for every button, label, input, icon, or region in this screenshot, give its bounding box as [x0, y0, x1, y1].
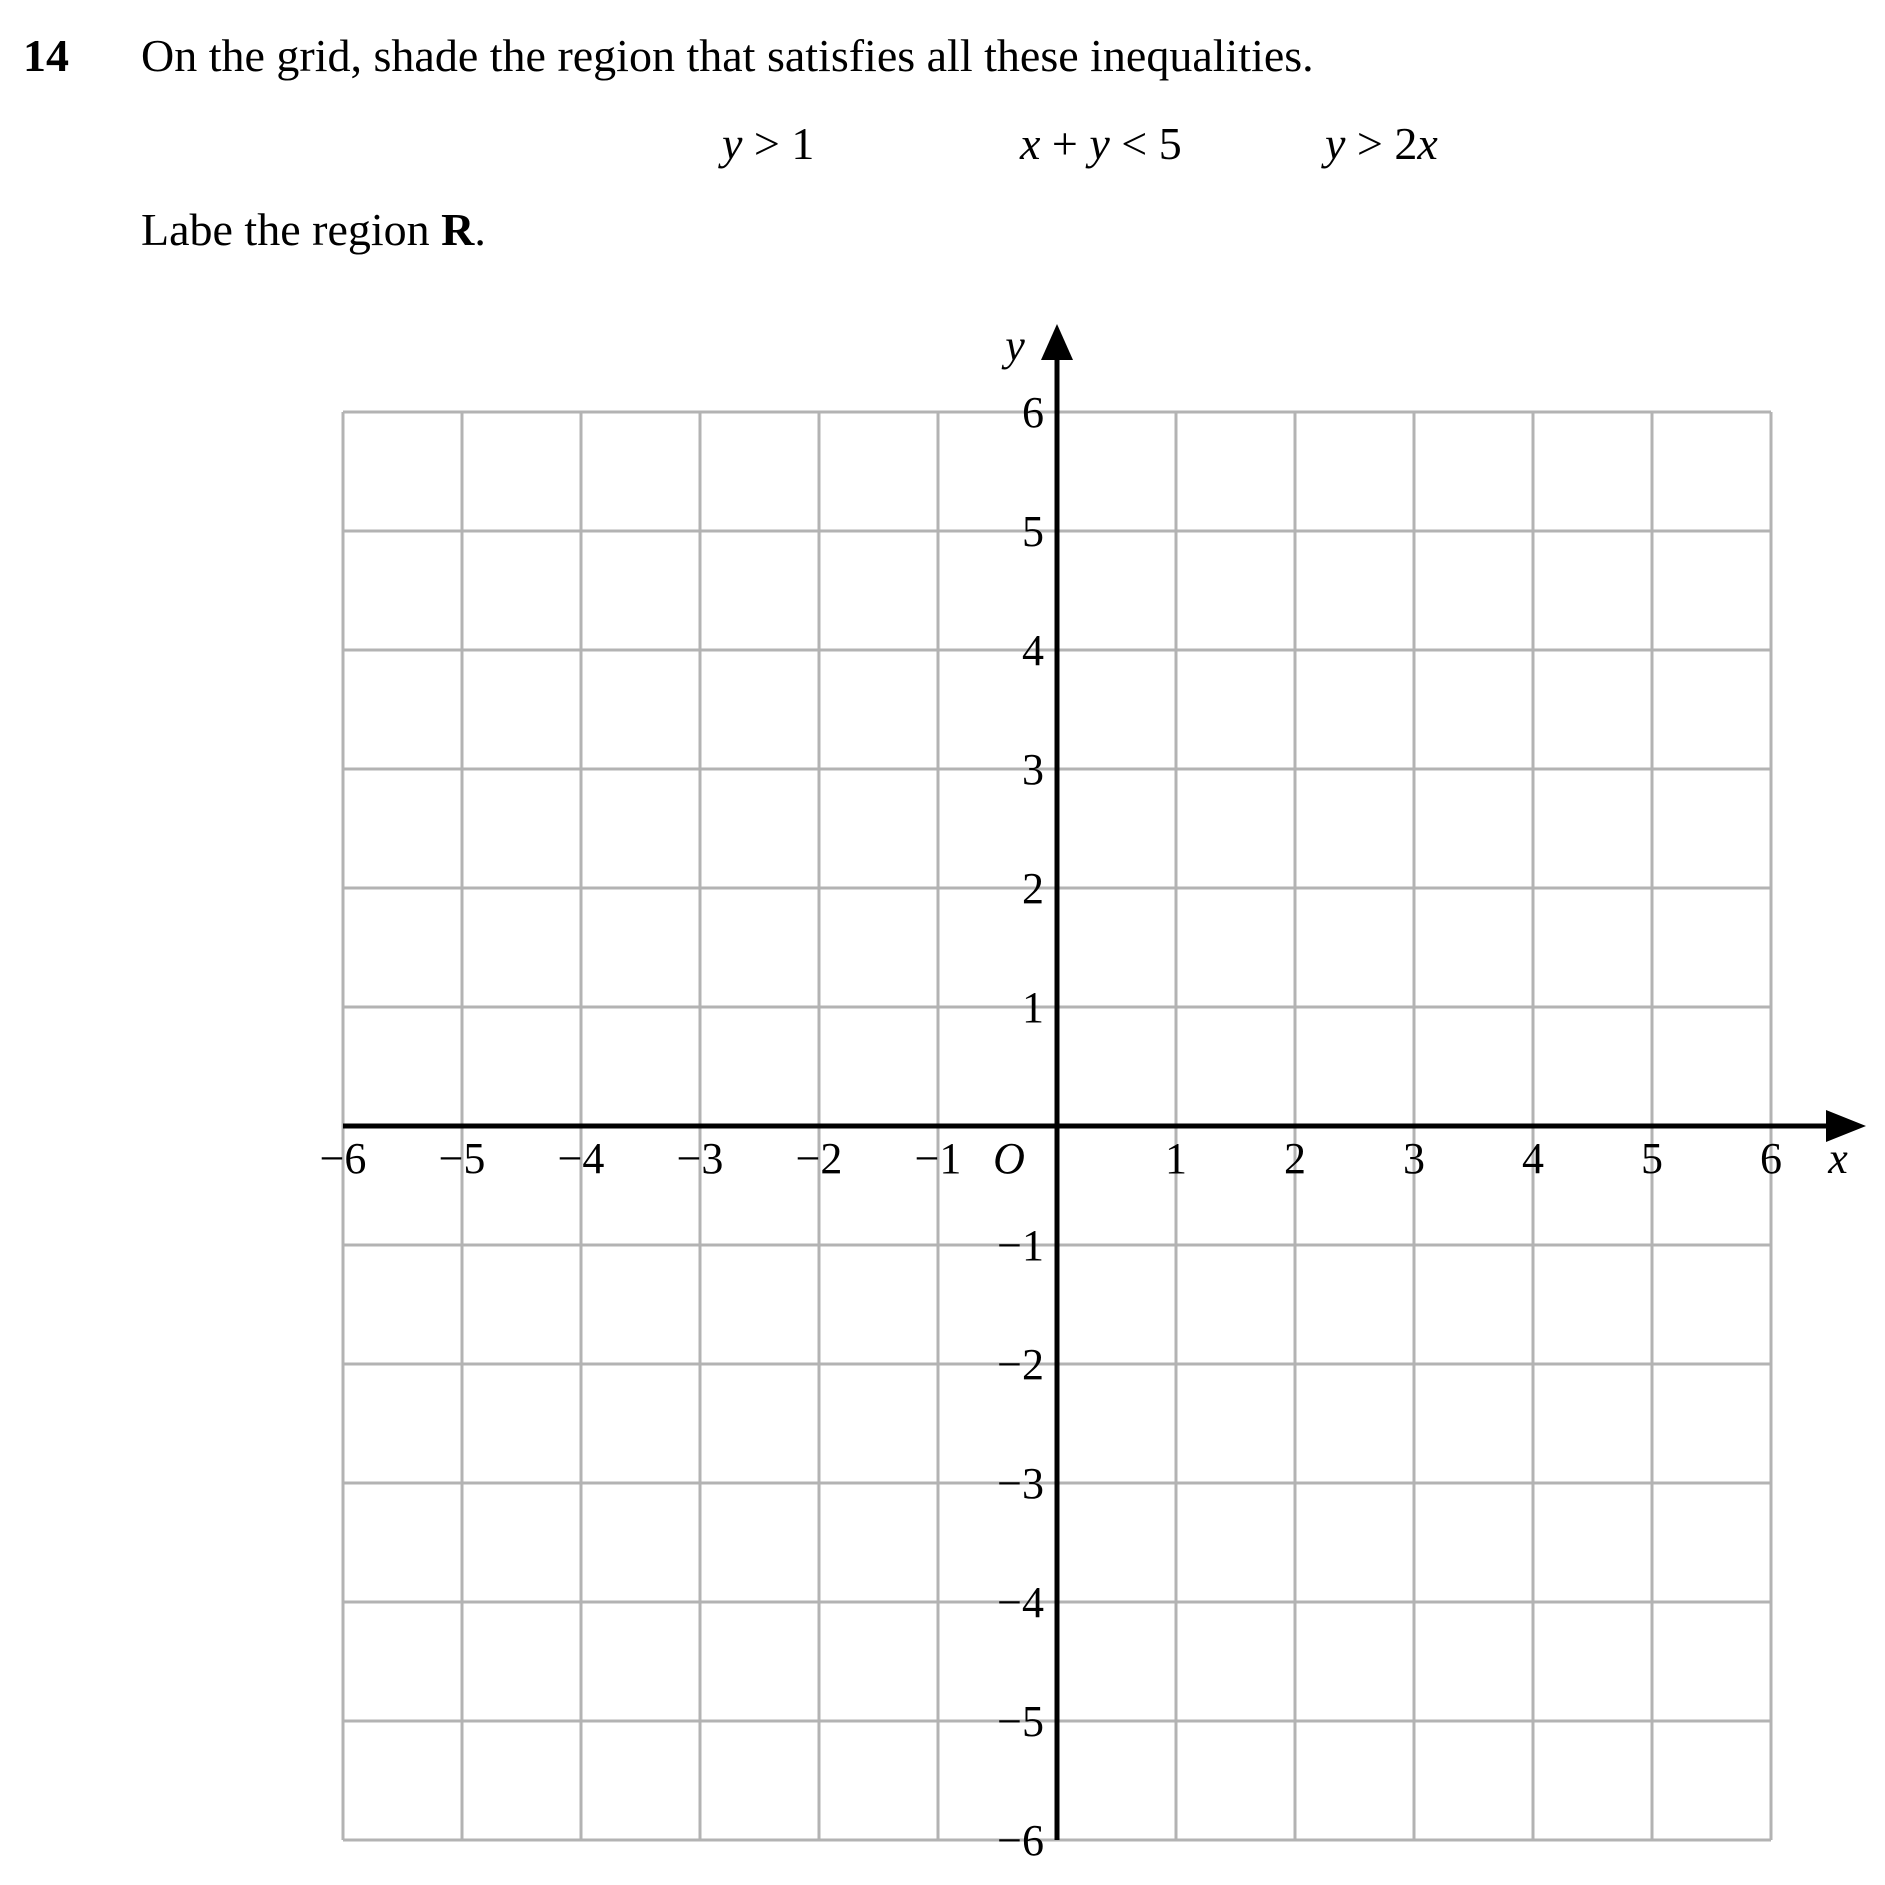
x-tick-label: −4	[557, 1134, 605, 1183]
y-tick-label: −4	[997, 1578, 1044, 1627]
inequality-2-rest2: < 5	[1109, 118, 1182, 169]
x-tick-label: 4	[1522, 1134, 1544, 1183]
y-tick-label: 6	[1022, 388, 1044, 437]
y-tick-label: −3	[997, 1459, 1044, 1508]
inequality-1-rest: > 1	[742, 118, 815, 169]
x-tick-label: 3	[1403, 1134, 1425, 1183]
region-name: R	[441, 204, 475, 255]
y-tick-label: 2	[1022, 864, 1044, 913]
y-axis-label: y	[1005, 321, 1025, 370]
inequality-3-var: y	[1325, 118, 1346, 169]
x-tick-label: 2	[1284, 1134, 1306, 1183]
y-tick-label: 4	[1022, 626, 1044, 675]
origin-label: O	[993, 1134, 1025, 1183]
inequality-2-rest: +	[1040, 118, 1090, 169]
x-axis-label: x	[1828, 1134, 1848, 1183]
y-tick-label: −1	[997, 1221, 1044, 1270]
question-prompt: On the grid, shade the region that satisfies all these inequalities.	[141, 30, 1314, 81]
inequality-3-rest: > 2	[1345, 118, 1418, 169]
x-tick-label: −3	[676, 1134, 724, 1183]
inequality-2-var2: y	[1089, 118, 1110, 169]
x-tick-label: 6	[1760, 1134, 1782, 1183]
tick-labels	[320, 321, 1849, 1865]
y-tick-label: −5	[997, 1697, 1044, 1746]
y-tick-label: 1	[1022, 983, 1044, 1032]
y-tick-label: −2	[997, 1340, 1044, 1389]
inequality-3-var2: x	[1417, 118, 1438, 169]
y-tick-label: 5	[1022, 507, 1044, 556]
x-tick-label: −6	[319, 1134, 367, 1183]
label-suffix: .	[474, 204, 486, 255]
y-axis-arrow	[1041, 324, 1073, 360]
label-prefix: Labe the region	[141, 204, 442, 255]
inequality-2-var: x	[1020, 118, 1041, 169]
x-tick-label: −2	[795, 1134, 843, 1183]
y-tick-label: 3	[1022, 745, 1044, 794]
y-tick-label: −6	[997, 1816, 1044, 1865]
x-tick-label: −1	[914, 1134, 962, 1183]
x-tick-label: 1	[1165, 1134, 1187, 1183]
x-tick-label: −5	[438, 1134, 486, 1183]
axes	[343, 324, 1866, 1840]
inequality-1-var: y	[722, 118, 743, 169]
x-tick-label: 5	[1641, 1134, 1663, 1183]
question-number: 14	[23, 30, 69, 81]
